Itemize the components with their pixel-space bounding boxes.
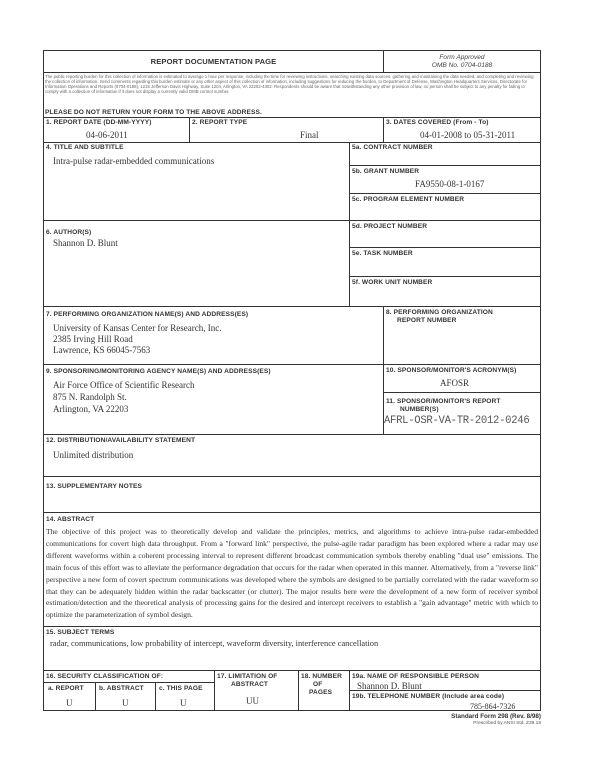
- sponsor-report-label: 11. SPONSOR/MONITOR'S REPORT: [386, 398, 501, 405]
- grant-value[interactable]: FA9550-08-1-0167: [415, 179, 485, 189]
- limitation-value[interactable]: UU: [246, 696, 259, 706]
- security-report-label: a. REPORT: [48, 685, 84, 692]
- security-page-value[interactable]: U: [180, 698, 187, 708]
- subject-terms-label: 15. SUBJECT TERMS: [46, 629, 115, 636]
- form-title: REPORT DOCUMENTATION PAGE: [150, 57, 277, 66]
- performing-report-label-2: REPORT NUMBER: [397, 317, 457, 324]
- task-label: 5e. TASK NUMBER: [352, 250, 413, 257]
- dates-covered-label: 3. DATES COVERED (From - To): [386, 119, 489, 126]
- abstract-text[interactable]: The objective of this project was to theoretically develop and validate the principles, metrics, and algorithms to achieve intra-pulse radar-embedded communications for covert high data throughput. From a "forward link" perspective, the pulse-agile radar paradigm has been explored where a radar may use different waveforms within a coherent processing interval to represent different broadcast communication symbols thereby enabling "dual use" emissions. The main focus of this effort was to alleviate the performance degradation that occurs for the radar when operated in this manner. Alternatively, from a "reverse link" perspective a new form of covert spectrum communications was developed where the symbols are designed to be partially correlated with the radar waveform so that they can be adequately hidden within the radar backscatter (or clutter). The major results here were the development of a new form of receiver symbol estimation/detection and the theoretical analysis of processing gains for the desired and intercept receivers to establish a "gain advantage" metric with which to optimize the parameterization of symbol design.: [46, 527, 538, 620]
- dates-covered-value[interactable]: 04-01-2008 to 05-31-2011: [420, 130, 516, 140]
- report-type-label: 2. REPORT TYPE: [192, 119, 248, 126]
- authors-label: 6. AUTHOR(S): [46, 229, 92, 236]
- telephone-label: 19b. TELEPHONE NUMBER (Include area code): [352, 693, 505, 700]
- frame-top: [43, 50, 541, 51]
- sponsoring-org-label: 9. SPONSORING/MONITORING AGENCY NAME(S) AND ADDRESS(ES): [46, 368, 271, 375]
- telephone-value[interactable]: 785-864-7326: [470, 702, 516, 711]
- pages-label-3: PAGES: [309, 689, 333, 696]
- distribution-label: 12. DISTRIBUTION/AVAILABILITY STATEMENT: [46, 437, 196, 444]
- contract-label: 5a. CONTRACT NUMBER: [352, 144, 433, 151]
- performing-org-label: 7. PERFORMING ORGANIZATION NAME(S) AND ADDRESS(ES): [46, 311, 249, 318]
- subject-terms-value[interactable]: radar, communications, low probability of intercept, waveform diversity, interference cancellation: [50, 639, 379, 648]
- do-not-return: PLEASE DO NOT RETURN YOUR FORM TO THE ABOVE ADDRESS.: [45, 109, 262, 116]
- report-type-value[interactable]: Final: [300, 130, 319, 140]
- sponsor-acronym-label: 10. SPONSOR/MONITOR'S ACRONYM(S): [386, 367, 517, 374]
- frame-bottom: [43, 710, 541, 711]
- security-abstract-value[interactable]: U: [122, 698, 129, 708]
- title-label: 4. TITLE AND SUBTITLE: [46, 144, 124, 151]
- title-value[interactable]: Intra-pulse radar-embedded communications: [53, 156, 215, 166]
- sponsor-report-label-2: NUMBER(S): [400, 406, 439, 413]
- pages-label-2: OF: [313, 681, 323, 688]
- abstract-label: 14. ABSTRACT: [46, 516, 95, 523]
- supplementary-label: 13. SUPPLEMENTARY NOTES: [46, 483, 142, 490]
- pages-label: 18. NUMBER: [301, 673, 342, 680]
- sponsoring-org-line[interactable]: 875 N. Randolph St.: [53, 392, 127, 402]
- authors-value[interactable]: Shannon D. Blunt: [53, 238, 118, 248]
- sponsoring-org-line[interactable]: Arlington, VA 22203: [53, 404, 129, 414]
- limitation-label: 17. LIMITATION OF: [217, 673, 278, 680]
- project-label: 5d. PROJECT NUMBER: [352, 223, 428, 230]
- grant-label: 5b. GRANT NUMBER: [352, 168, 420, 175]
- report-date-label: 1. REPORT DATE (DD-MM-YYYY): [46, 119, 152, 126]
- work-unit-label: 5f. WORK UNIT NUMBER: [352, 279, 433, 286]
- standard-form: Standard Form 298 (Rev. 8/98): [451, 713, 541, 720]
- performing-report-label: 8. PERFORMING ORGANIZATION: [386, 309, 493, 316]
- program-element-label: 5c. PROGRAM ELEMENT NUMBER: [352, 196, 465, 203]
- sponsor-acronym-value[interactable]: AFOSR: [440, 378, 470, 388]
- performing-org-line[interactable]: Lawrence, KS 66045-7563: [53, 345, 151, 355]
- prescribed-by: Prescribed by ANSI Std. Z39.18: [473, 721, 541, 726]
- sponsor-report-value[interactable]: AFRL-OSR-VA-TR-2012-0246: [384, 415, 530, 427]
- frame-right: [540, 50, 541, 711]
- security-page-label: c. THIS PAGE: [159, 685, 203, 692]
- report-date-value[interactable]: 04-06-2011: [86, 130, 128, 140]
- security-classification-label: 16. SECURITY CLASSIFICATION OF:: [46, 673, 164, 680]
- burden-statement: The public reporting burden for this collection of information is estimated to average 1 hour per response, including the time for reviewing instructions, searching existing data sources, gathering and maintaining the data needed, and completing and reviewing the collection of information. Send comments regarding this burden estimate or any other aspect of this collection of information, including suggestions for reducing the burden, to Department of Defense, Washington Headquarters Services, Directorate for Information Operations and Reports (0704-0188), 1215 Jefferson Davis Highway, Suite 1204, Arlington, VA 22202-4302. Respondents should be aware that notwithstanding any other provision of law, no person shall be subject to any penalty for failing to comply with a collection of information if it does not display a currently valid OMB control number.: [45, 74, 534, 95]
- sponsoring-org-line[interactable]: Air Force Office of Scientific Research: [53, 380, 195, 390]
- performing-org-line[interactable]: 2385 Irving Hill Road: [53, 334, 133, 344]
- distribution-value[interactable]: Unlimited distribution: [53, 450, 134, 460]
- performing-org-line[interactable]: University of Kansas Center for Research, Inc.: [53, 323, 222, 333]
- form-approved: Form Approved: [439, 54, 485, 61]
- limitation-label-2: ABSTRACT: [231, 681, 269, 688]
- security-report-value[interactable]: U: [66, 698, 73, 708]
- security-abstract-label: b. ABSTRACT: [99, 685, 144, 692]
- omb-number: OMB No. 0704-0188: [431, 62, 493, 69]
- frame-left: [43, 50, 44, 711]
- responsible-person-value[interactable]: Shannon D. Blunt: [357, 681, 422, 691]
- responsible-person-label: 19a. NAME OF RESPONSIBLE PERSON: [352, 673, 479, 680]
